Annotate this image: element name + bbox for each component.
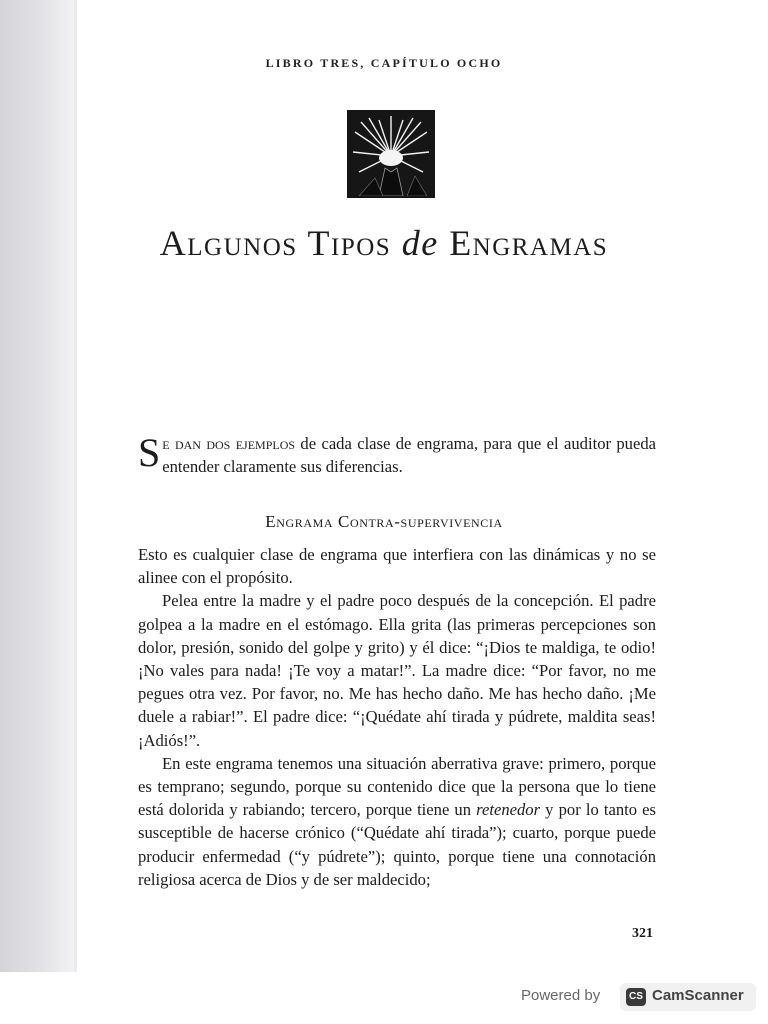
- analysis-text-b: y por lo tanto es susceptible de hacerse crónico (“Quédate ahí tirada”); cuarto, porque puede producir enfermedad (“y púdrete”); quinto, porque tiene una connotación religiosa acerca de Dios y de ser maldecido;: [138, 800, 656, 889]
- analysis-text-a: En este engrama tenemos una situación aberrativa grave: primero, porque es temprano; segundo, porque su contenido dice que la persona que lo tiene está dolorida y rabiando; tercero, porque tiene un: [138, 753, 656, 820]
- camscanner-logo-icon: CS: [626, 988, 646, 1006]
- chapter-title-italic: de: [401, 223, 439, 263]
- page-number: 321: [632, 926, 653, 941]
- chapter-title: [0, 222, 768, 264]
- camscanner-brand: CamScanner: [652, 987, 744, 1004]
- paragraph-definition: Esto es cualquier clase de engrama que interfiera con las dinámicas y no se alinee con el propósito.: [138, 545, 656, 588]
- paragraph-analysis: [138, 752, 656, 891]
- running-head: LIBRO TRES, CAPÍTULO OCHO: [265, 56, 503, 70]
- woodcut-burst-icon: [349, 112, 433, 196]
- intro-rest: de cada clase de engrama, para que el auditor pueda entender claramente sus diferencias.: [162, 434, 657, 477]
- section-heading: Engrama Contra-supervivencia: [265, 512, 503, 531]
- chapter-title-part1: Algunos Tipos: [159, 223, 402, 263]
- scan-left-shadow: [0, 0, 74, 972]
- intro-paragraph: [138, 432, 656, 478]
- chapter-woodcut-illustration: [347, 110, 435, 198]
- section-body: [138, 543, 656, 891]
- chapter-title-part2: Engramas: [438, 223, 609, 263]
- drop-cap: S: [138, 430, 161, 475]
- intro-lead-smallcaps: e dan dos ejemplos: [162, 434, 296, 453]
- analysis-italic-term: retenedor: [476, 800, 541, 820]
- powered-by-label: Powered by: [521, 987, 601, 1004]
- page-edge: [74, 0, 77, 972]
- paragraph-example: Pelea entre la madre y el padre poco después de la concepción. El padre golpea a la madre en el estómago. Ella grita (las primeras percepciones son dolor, presión, sonido del golpe y grito) y él dice: “¡Dios te maldiga, te odio! ¡No vales para nada! ¡Te voy a matar!”. La madre dice: “Por favor, no me pegues otra vez. Por favor, no. Me has hecho daño. Me has hecho daño. ¡Me duele a rabiar!”. El padre dice: “¡Quédate ahí tirada y púdrete, maldita seas! ¡Adiós!”.: [138, 591, 656, 750]
